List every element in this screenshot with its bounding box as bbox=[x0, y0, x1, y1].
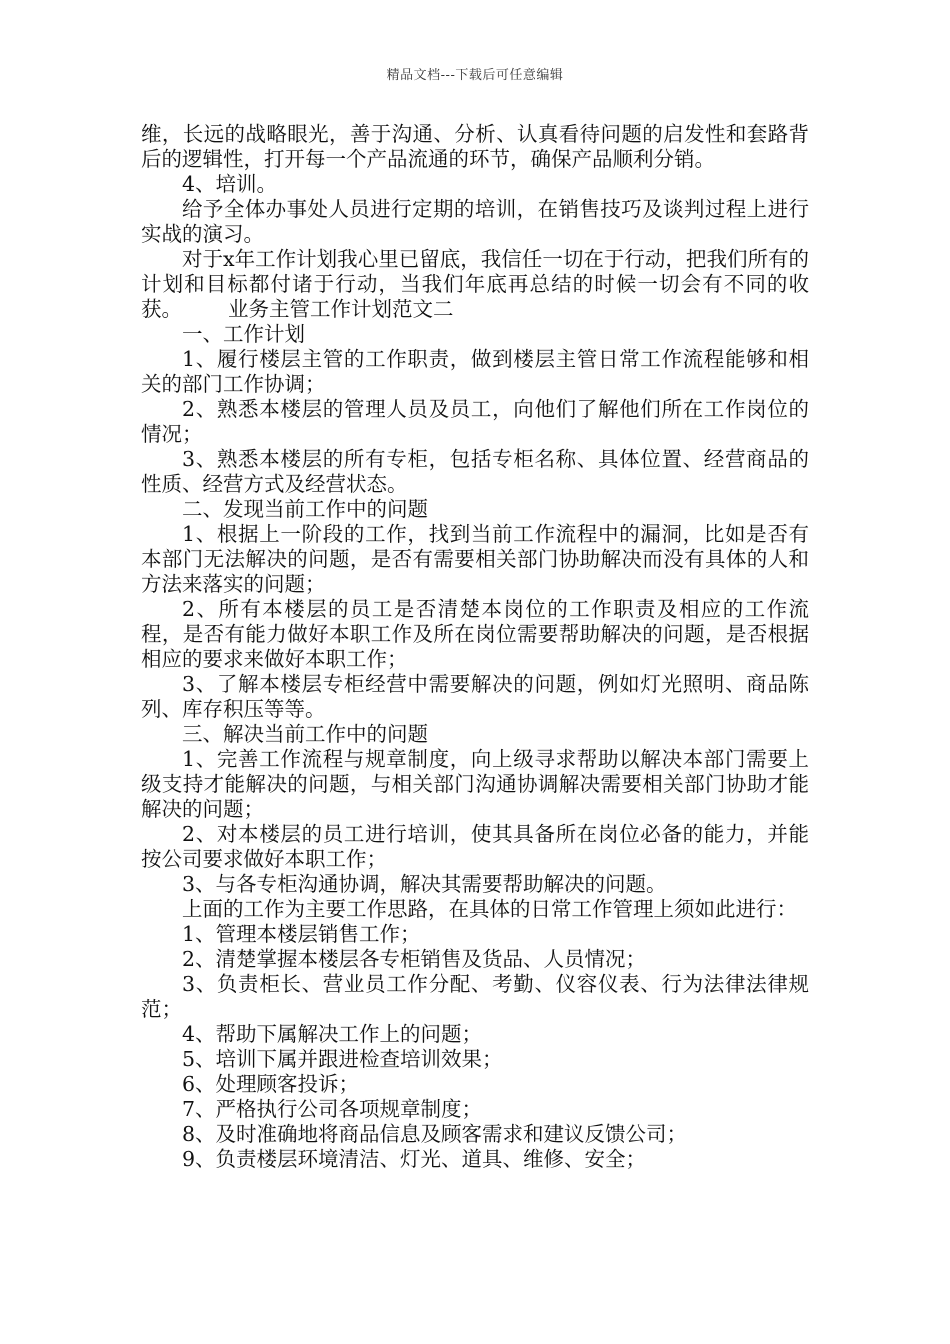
paragraph-text: 对于x年工作计划我心里已留底，我信任一切在于行动，把我们所有的计划和目标都付诸于行动，当我们年底再总结的时候一切会有不同的收获。 bbox=[141, 247, 809, 321]
heading: 二、发现当前工作中的问题 bbox=[182, 497, 428, 521]
paragraph: 上面的工作为主要工作思路，在具体的日常工作管理上须如此进行： bbox=[182, 897, 797, 921]
document-body bbox=[141, 122, 809, 1172]
list-item: 2、熟悉本楼层的管理人员及员工，向他们了解他们所在工作岗位的情况； bbox=[141, 397, 809, 446]
list-item: 8、及时准确地将商品信息及顾客需求和建议反馈公司； bbox=[182, 1122, 688, 1146]
paragraph: 给予全体办事处人员进行定期的培训，在销售技巧及谈判过程上进行实战的演习。 bbox=[141, 197, 809, 246]
paragraph-with-section-title bbox=[141, 247, 809, 322]
list-item: 2、清楚掌握本楼层各专柜销售及货品、人员情况； bbox=[182, 947, 647, 971]
list-item: 1、完善工作流程与规章制度，向上级寻求帮助以解决本部门需要上级支持才能解决的问题，与相关部门沟通协调解决需要相关部门协助才能解决的问题； bbox=[141, 747, 809, 821]
heading: 一、工作计划 bbox=[182, 322, 305, 346]
list-item: 1、管理本楼层销售工作； bbox=[182, 922, 421, 946]
list-item: 5、培训下属并跟进检查培训效果； bbox=[182, 1047, 503, 1071]
list-item: 1、履行楼层主管的工作职责，做到楼层主管日常工作流程能够和相关的部门工作协调； bbox=[141, 347, 809, 396]
list-item: 2、对本楼层的员工进行培训，使其具备所在岗位必备的能力，并能按公司要求做好本职工作； bbox=[141, 822, 809, 871]
paragraph: 4、培训。 bbox=[182, 172, 278, 196]
list-item: 7、严格执行公司各项规章制度； bbox=[182, 1097, 483, 1121]
list-item: 2、所有本楼层的员工是否清楚本岗位的工作职责及相应的工作流程，是否有能力做好本职工作及所在岗位需要帮助解决的问题，是否根据相应的要求来做好本职工作； bbox=[141, 597, 809, 671]
paragraph: 维，长远的战略眼光，善于沟通、分析、认真看待问题的启发性和套路背后的逻辑性，打开每一个产品流通的环节，确保产品顺利分销。 bbox=[141, 122, 809, 171]
list-item: 9、负责楼层环境清洁、灯光、道具、维修、安全； bbox=[182, 1147, 647, 1171]
heading: 三、解决当前工作中的问题 bbox=[182, 722, 428, 746]
list-item: 4、帮助下属解决工作上的问题； bbox=[182, 1022, 483, 1046]
list-item: 3、了解本楼层专柜经营中需要解决的问题，例如灯光照明、商品陈列、库存积压等等。 bbox=[141, 672, 809, 721]
section-title: 业务主管工作计划范文二 bbox=[228, 297, 454, 321]
list-item: 6、处理顾客投诉； bbox=[182, 1072, 360, 1096]
list-item: 1、根据上一阶段的工作，找到当前工作流程中的漏洞，比如是否有本部门无法解决的问题，是否有需要相关部门协助解决而没有具体的人和方法来落实的问题； bbox=[141, 522, 809, 596]
list-item: 3、与各专柜沟通协调，解决其需要帮助解决的问题。 bbox=[182, 872, 667, 896]
page-header: 精品文档---下载后可任意编辑 bbox=[386, 68, 564, 83]
list-item: 3、负责柜长、营业员工作分配、考勤、仪容仪表、行为法律法律规范； bbox=[141, 972, 809, 1021]
list-item: 3、熟悉本楼层的所有专柜，包括专柜名称、具体位置、经营商品的性质、经营方式及经营状态。 bbox=[141, 447, 809, 496]
